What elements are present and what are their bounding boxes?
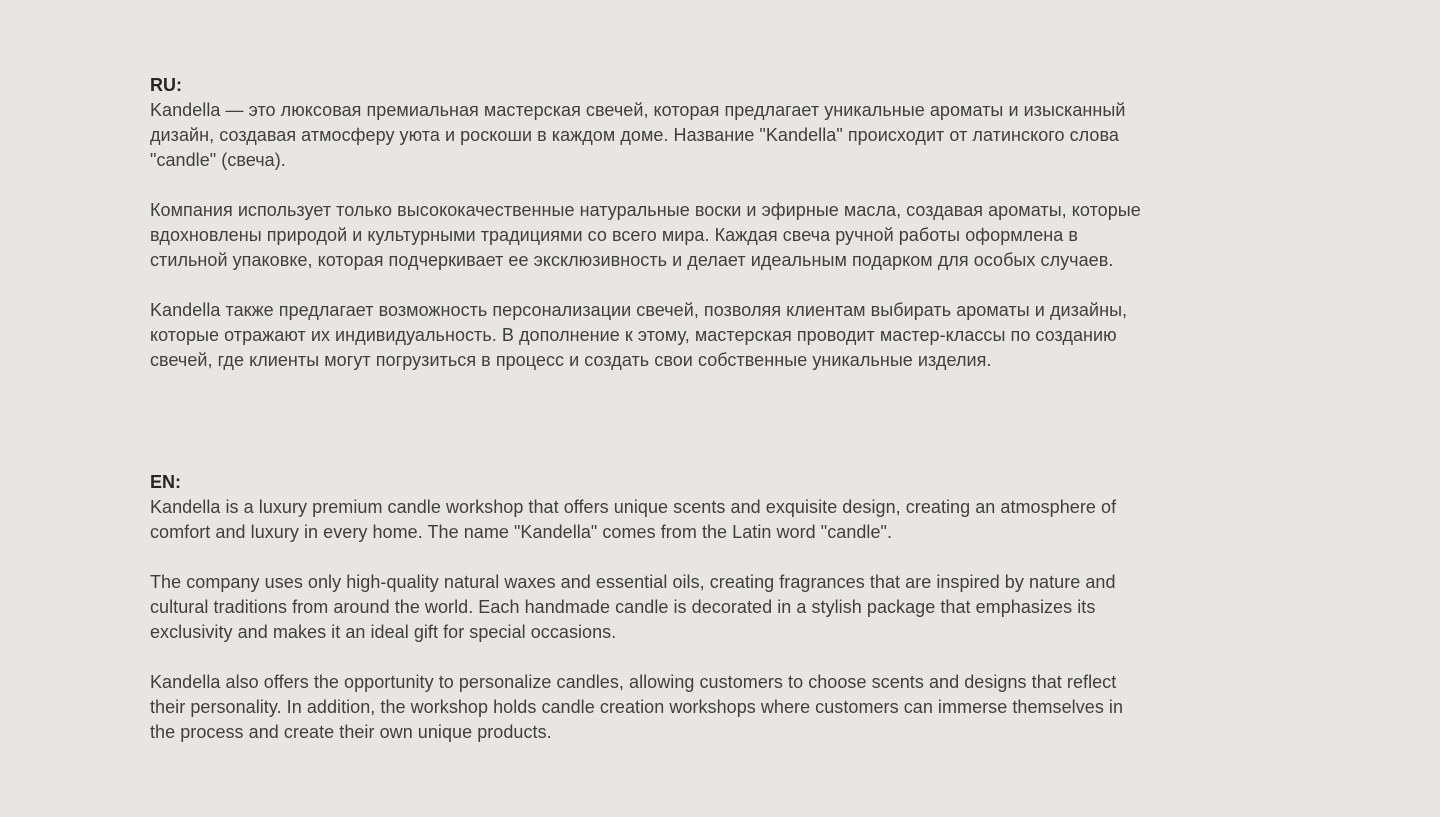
ru-section [150, 73, 1150, 373]
ru-paragraph-2: Компания использует только высококачественные натуральные воски и эфирные масла, создавая ароматы, которые вдохновлены природой и культурными традициями со всего мира. Каждая свеча ручной работы оформлена в стильной упаковке, которая подчеркивает ее эксклюзивность и делает идеальным подарком для особых случаев. [150, 200, 1141, 270]
en-section [150, 470, 1150, 745]
en-label: EN: [150, 472, 181, 492]
en-paragraph-1: Kandella is a luxury premium candle workshop that offers unique scents and exquisite design, creating an atmosphere of comfort and luxury in every home. The name "Kandella" comes from the Latin word "candle". [150, 497, 1117, 542]
en-paragraph-3: Kandella also offers the opportunity to personalize candles, allowing customers to choose scents and designs that reflect their personality. In addition, the workshop holds candle creation workshops where customers can immerse themselves in the process and create their own unique products. [150, 672, 1124, 742]
ru-paragraph-1: Kandella — это люксовая премиальная мастерская свечей, которая предлагает уникальные ароматы и изысканный дизайн, создавая атмосферу уюта и роскоши в каждом доме. Название "Kandella" происходит от латинского слова "candle" (свеча). [150, 100, 1126, 170]
en-paragraph-2: The company uses only high-quality natural waxes and essential oils, creating fragrances that are inspired by nature and cultural traditions from around the world. Each handmade candle is decorated in a stylish package that emphasizes its exclusivity and makes it an ideal gift for special occasions. [150, 572, 1116, 642]
ru-label: RU: [150, 75, 182, 95]
ru-paragraph-3: Kandella также предлагает возможность персонализации свечей, позволяя клиентам выбирать ароматы и дизайны, которые отражают их индивидуальность. В дополнение к этому, мастерская проводит мастер-классы по созданию свечей, где клиенты могут погрузиться в процесс и создать свои собственные уникальные изделия. [150, 300, 1128, 370]
